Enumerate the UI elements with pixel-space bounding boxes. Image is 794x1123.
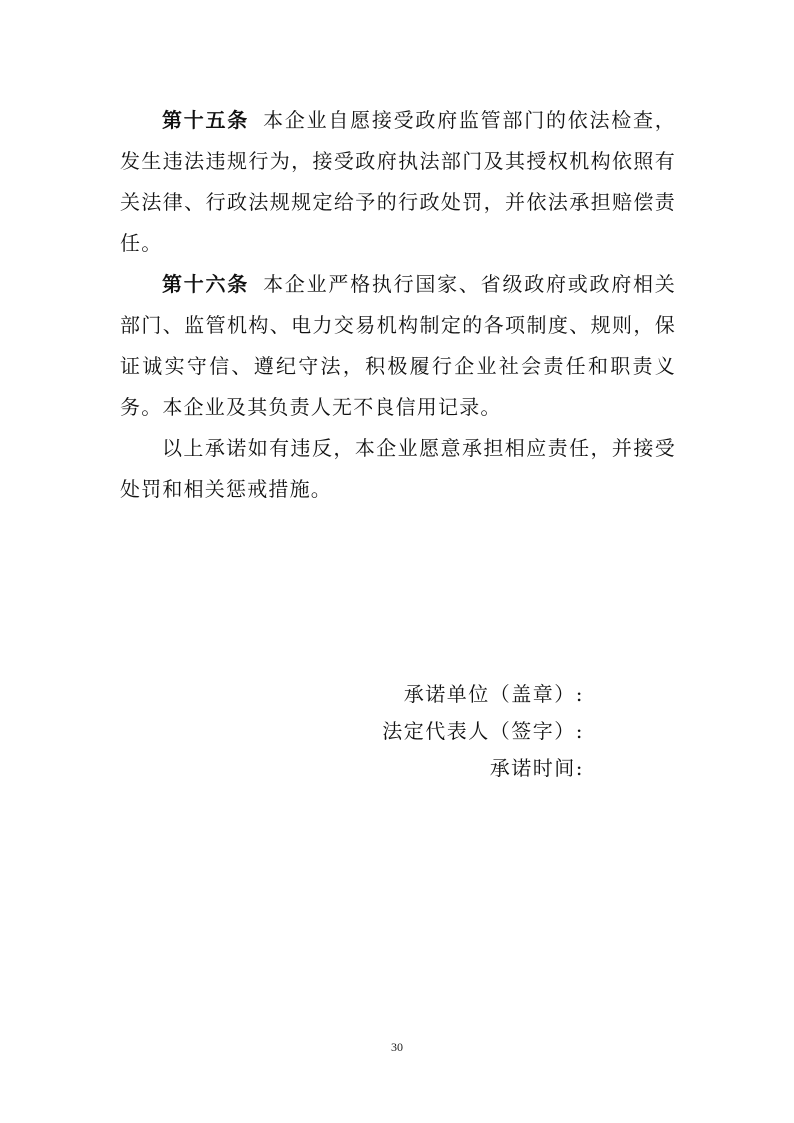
article-15 [120, 100, 676, 264]
signature-unit-label: 承诺单位（盖章）: [403, 682, 584, 706]
page-number: 30 [391, 1040, 403, 1054]
document-body [120, 100, 676, 510]
signature-representative-label: 法定代表人（签字）: [382, 719, 584, 743]
signature-block [382, 676, 584, 787]
closing-statement: 以上承诺如有违反，本企业愿意承担相应责任，并接受处罚和相关惩戒措施。 [120, 436, 676, 501]
article-16-text: 本企业严格执行国家、省级政府或政府相关部门、监管机构、电力交易机构制定的各项制度、规则，保证诚实守信、遵纪守法，积极履行企业社会责任和职责义务。本企业及其负责人无不良信用记录。 [120, 272, 676, 419]
article-15-number: 第十五条 [162, 108, 250, 132]
article-16 [120, 264, 676, 428]
article-15-text: 本企业自愿接受政府监管部门的依法检查，发生违法违规行为，接受政府执法部门及其授权机构依照有关法律、行政法规规定给予的行政处罚，并依法承担赔偿责任。 [120, 108, 676, 255]
article-16-number: 第十六条 [162, 272, 250, 296]
signature-date-label: 承诺时间: [489, 756, 584, 780]
